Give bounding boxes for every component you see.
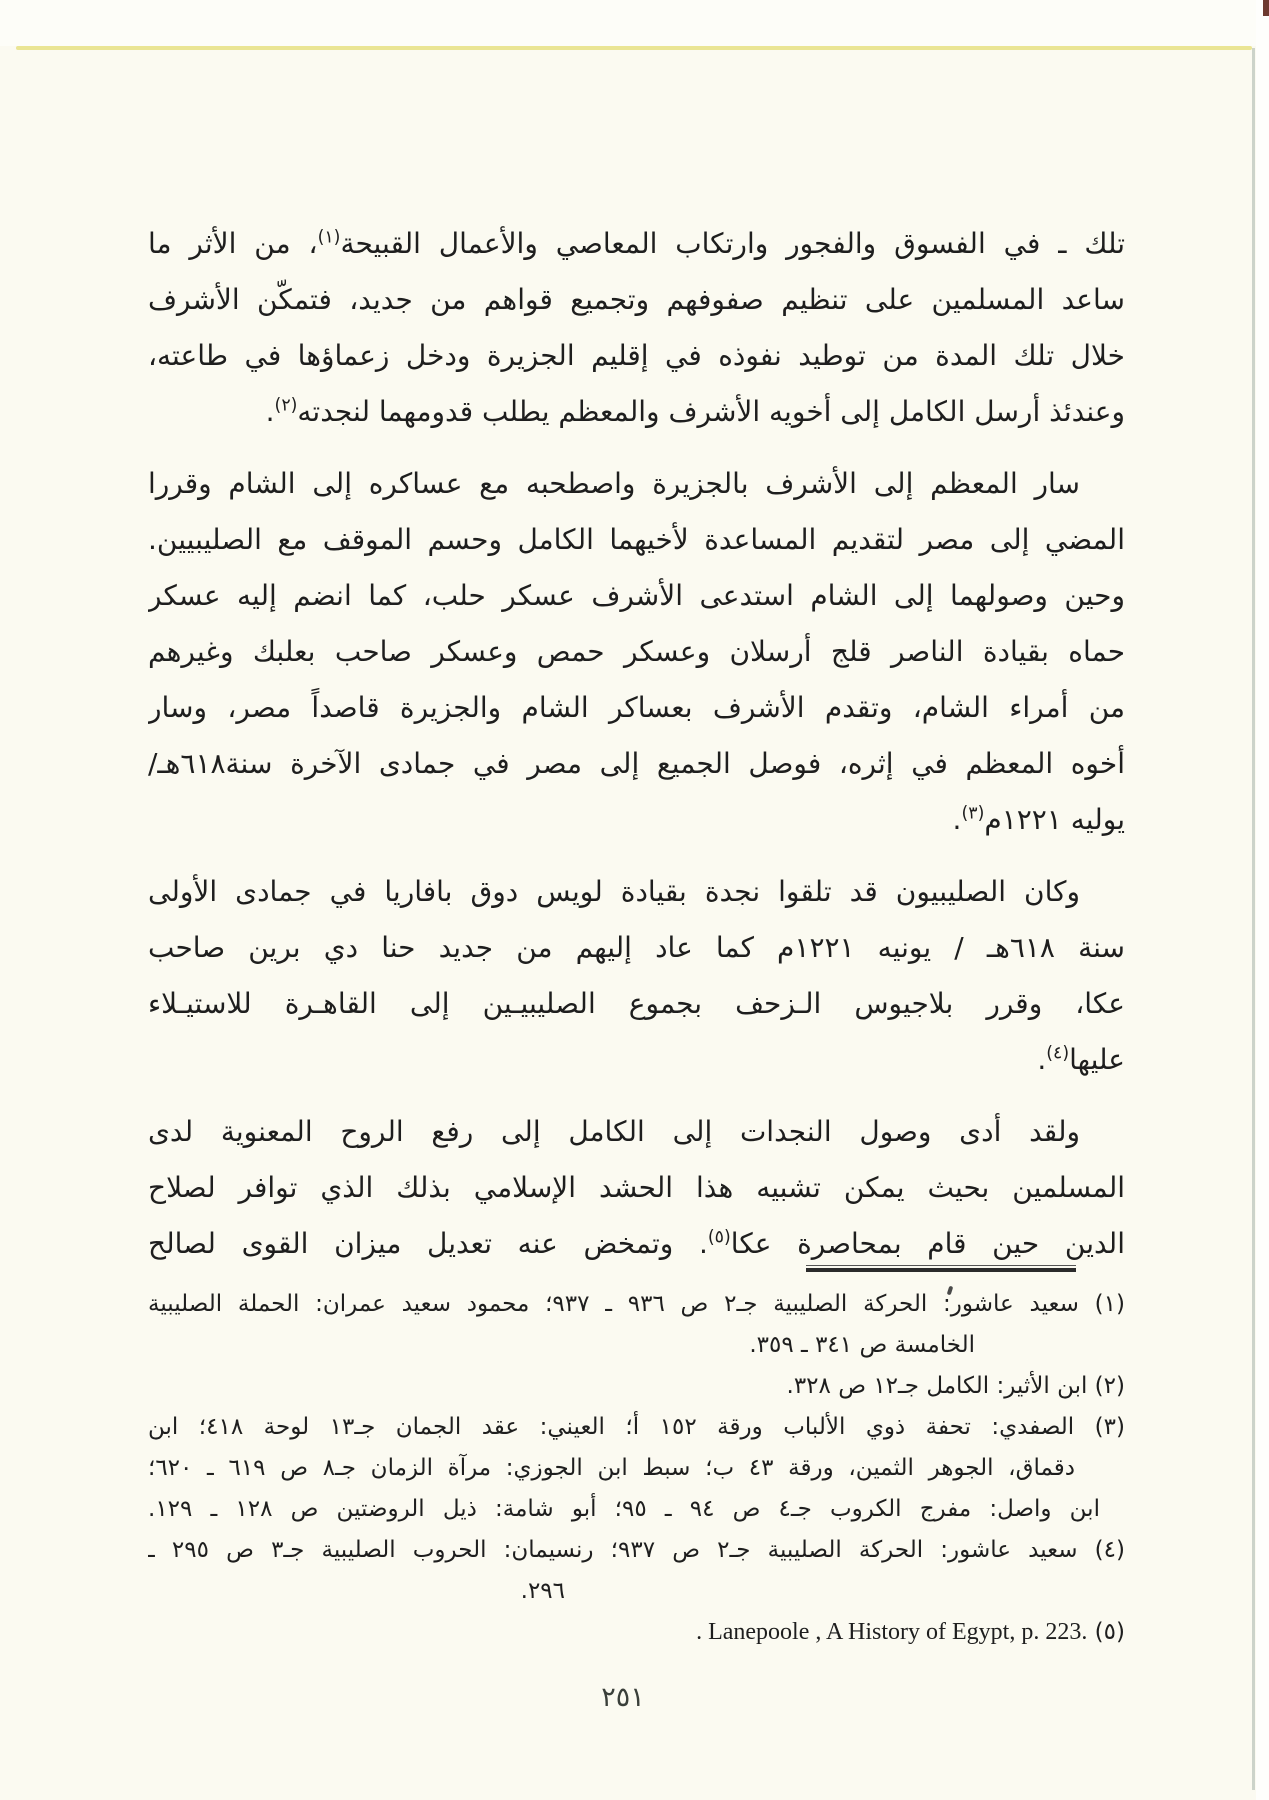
text-line: حماه بقيادة الناصر قلج أرسلان وعسكر حمص وعسكر صاحب بعلبك وغيرهم — [148, 635, 1125, 668]
scan-top-strip — [0, 0, 1269, 46]
footnote-ref: (٥) — [707, 1227, 731, 1248]
text-line: تلك ـ في الفسوق والفجور وارتكاب المعاصي والأعمال القبيحة$^{(١)}$، من الأثر ما — [148, 227, 1125, 260]
text-line: ولقد أدى وصول النجدات إلى الكامل إلى رفع الروح المعنوية لدى — [148, 1115, 1080, 1148]
footnote-ref: (٤) — [1046, 1043, 1070, 1064]
footnote-line: ٢٩٦. — [520, 1578, 565, 1604]
text-line: الدين حين قام بمحاصرة عكا$^{(٥)}$. وتمخض عنه تعديل ميزان القوى لصالح — [148, 1227, 1125, 1260]
paragraph — [148, 216, 1125, 440]
text-line: وكان الصليبيون قد تلقوا نجدة بقيادة لويس دوق بافاريا في جمادى الأولى — [148, 875, 1080, 908]
text-line: المسلمين بحيث يمكن تشبيه هذا الحشد الإسلامي بذلك الذي توافر لصلاح — [148, 1171, 1125, 1204]
text-line: يوليه ١٢٢١م$^{(٣)}$. — [952, 803, 1125, 836]
footnote-line — [148, 1612, 1125, 1653]
footnote-latin-text: . Lanepoole , A History of Egypt, p. 223. — [696, 1619, 1088, 1645]
footnote-line: (٢) ابن الأثير: الكامل جـ١٢ ص ٣٢٨. — [786, 1373, 1125, 1399]
paragraph — [148, 864, 1125, 1088]
footnote-ref: (٣) — [961, 803, 985, 824]
footnotes — [148, 1284, 1125, 1653]
text-line: عكا، وقرر بلاجيوس الـزحف بجموع الصليبيـين إلى القاهـرة للاستيـلاء — [148, 987, 1125, 1020]
paragraph — [148, 1104, 1125, 1272]
footnote-ref: (٢) — [274, 395, 298, 416]
text-line: أخوه المعظم في إثره، فوصل الجميع إلى مصر في جمادى الآخرة سنة٦١٨هـ/ — [148, 747, 1125, 780]
footnote-separator — [806, 1268, 1076, 1272]
scan-corner-mark — [1263, 0, 1269, 16]
text-line: من أمراء الشام، وتقدم الأشرف بعساكر الشام والجزيرة قاصداً مصر، وسار — [148, 691, 1125, 724]
footnote-line: الخامسة ص ٣٤١ ـ ٣٥٩. — [749, 1332, 975, 1358]
footnote-marker: (٥) — [1094, 1619, 1125, 1645]
body-text — [148, 216, 1125, 1288]
footnote-line: (٤) سعيد عاشور: الحركة الصليبية جـ٢ ص ٩٣٧؛ رنسيمان: الحروب الصليبية جـ٣ ص ٢٩٥ ـ — [148, 1537, 1125, 1563]
scan-top-edge-line — [16, 46, 1252, 50]
text-line: عليها$^{(٤)}$. — [1037, 1043, 1125, 1076]
footnote-line: ابن واصل: مفرج الكروب جـ٤ ص ٩٤ ـ ٩٥؛ أبو شامة: ذيل الروضتين ص ١٢٨ ـ ١٢٩. — [148, 1496, 1100, 1522]
footnote-ref: (١) — [317, 227, 341, 248]
page-number: ٢٥١ — [601, 1682, 645, 1713]
text-line: وحين وصولهما إلى الشام استدعى الأشرف عسكر حلب، كما انضم إليه عسكر — [148, 579, 1125, 612]
text-line: سنة ٦١٨هـ / يونيه ١٢٢١م كما عاد إليهم من جديد حنا دي برين صاحب — [148, 931, 1125, 964]
text-line: ساعد المسلمين على تنظيم صفوفهم وتجميع قواهم من جديد، فتمكّن الأشرف — [148, 283, 1125, 316]
text-line: خلال تلك المدة من توطيد نفوذه في إقليم الجزيرة ودخل زعماؤها في طاعته، — [148, 339, 1125, 372]
footnote-line: (٣) الصفدي: تحفة ذوي الألباب ورقة ١٥٢ أ؛ العيني: عقد الجمان جـ١٣ لوحة ٤١٨؛ ابن — [148, 1414, 1125, 1440]
scan-right-strip — [1256, 0, 1269, 1800]
footnote-line: دقماق، الجوهر الثمين، ورقة ٤٣ ب؛ سبط ابن الجوزي: مرآة الزمان جـ٨ ص ٦١٩ ـ ٦٢٠؛ — [148, 1455, 1075, 1481]
paragraph — [148, 456, 1125, 848]
page-edge-line — [1252, 48, 1255, 1790]
footnote-line: (١) سعيد عاشور: الحركة الصليبية جـ٢ ص ٩٣٦ ـ ٩٣٧؛ محمود سعيد عمران: الحملة الصليبية — [148, 1291, 1125, 1317]
text-line: المضي إلى مصر لتقديم المساعدة لأخيهما الكامل وحسم الموقف مع الصليبيين. — [148, 523, 1125, 556]
text-line: سار المعظم إلى الأشرف بالجزيرة واصطحبه مع عساكره إلى الشام وقررا — [148, 467, 1080, 500]
text-line: وعندئذ أرسل الكامل إلى أخويه الأشرف والمعظم يطلب قدومهما لنجدته$^{(٢)}$. — [265, 395, 1125, 428]
